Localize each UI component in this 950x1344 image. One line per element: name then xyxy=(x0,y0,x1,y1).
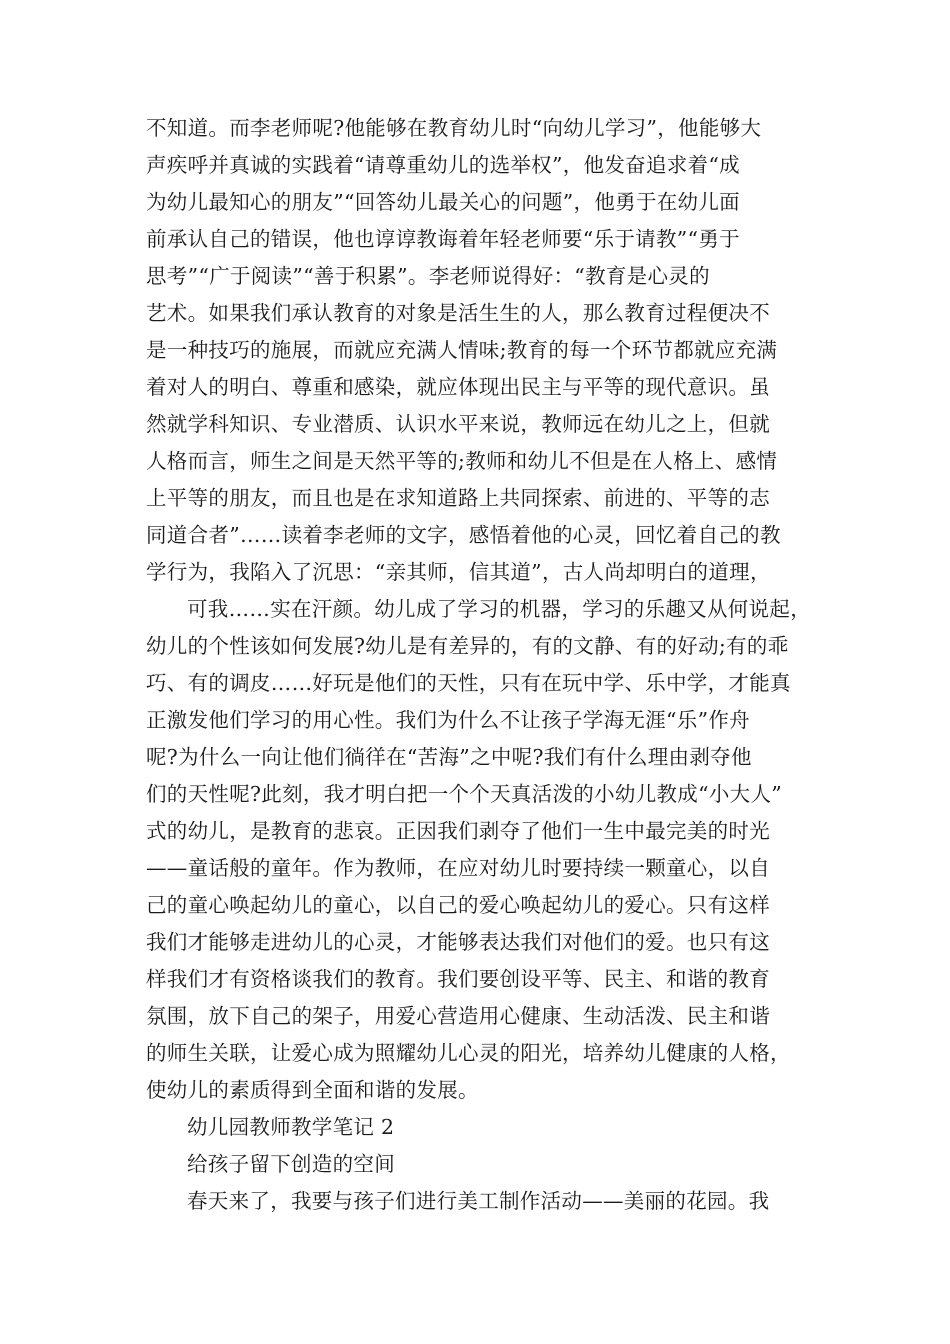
text-line: 巧、有的调皮……好玩是他们的天性，只有在玩中学、乐中学，才能真 xyxy=(146,671,791,695)
paragraph-start-line: 春天来了，我要与孩子们进行美工制作活动——美丽的花园。我 xyxy=(187,1189,770,1213)
text-line: 前承认自己的错误，他也谆谆教诲着年轻老师要“乐于请教”“勇于 xyxy=(146,227,740,251)
text-line: 是一种技巧的施展，而就应充满人情味;教育的每一个环节都就应充满 xyxy=(146,338,778,362)
text-line: 声疾呼并真诚的实践着“请尊重幼儿的选举权”，他发奋追求着“成 xyxy=(146,153,740,177)
text-line: 人格而言，师生之间是天然平等的;教师和幼儿不但是在人格上、感情 xyxy=(146,449,778,473)
text-line: 艺术。如果我们承认教育的对象是活生生的人，那么教育过程便决不 xyxy=(146,301,770,325)
text-line: 呢?为什么一向让他们徜徉在“苦海”之中呢?我们有什么理由剥夺他 xyxy=(146,745,752,769)
text-line: 们的天性呢?此刻，我才明白把一个个天真活泼的小幼儿教成“小大人” xyxy=(146,782,783,806)
text-line: 思考”“广于阅读”“善于积累”。李老师说得好：“教育是心灵的 xyxy=(146,264,710,288)
section-heading: 幼儿园教师教学笔记 2 xyxy=(187,1115,395,1139)
article-title: 给孩子留下创造的空间 xyxy=(187,1152,395,1176)
text-line: 不知道。而李老师呢?他能够在教育幼儿时“向幼儿学习”，他能够大 xyxy=(146,116,762,140)
text-line: 学行为，我陷入了沉思：“亲其师，信其道”，古人尚却明白的道理， xyxy=(146,560,771,584)
text-line: 幼儿的个性该如何发展?幼儿是有差异的，有的文静、有的好动;有的乖 xyxy=(146,634,789,658)
text-line: 样我们才有资格谈我们的教育。我们要创设平等、民主、和谐的教育 xyxy=(146,967,770,991)
text-line: 为幼儿最知心的朋友”“回答幼儿最关心的问题”，他勇于在幼儿面 xyxy=(146,190,740,214)
text-line: 正激发他们学习的用心性。我们为什么不让孩子学海无涯“乐”作舟 xyxy=(146,708,750,732)
text-line: 同道合者”……读着李老师的文字，感悟着他的心灵，回忆着自己的教 xyxy=(146,523,781,547)
text-line: 然就学科知识、专业潜质、认识水平来说，教师远在幼儿之上，但就 xyxy=(146,412,770,436)
paragraph-start-line: 可我……实在汗颜。幼儿成了学习的机器，学习的乐趣又从何说起， xyxy=(187,597,811,621)
text-line: 己的童心唤起幼儿的童心，以自己的爱心唤起幼儿的爱心。只有这样 xyxy=(146,893,770,917)
text-line: ——童话般的童年。作为教师，在应对幼儿时要持续一颗童心，以自 xyxy=(146,856,770,880)
text-line: 的师生关联，让爱心成为照耀幼儿心灵的阳光，培养幼儿健康的人格， xyxy=(146,1041,791,1065)
text-line: 使幼儿的素质得到全面和谐的发展。 xyxy=(146,1078,479,1102)
text-line: 着对人的明白、尊重和感染，就应体现出民主与平等的现代意识。虽 xyxy=(146,375,770,399)
text-line: 氛围，放下自己的架子，用爱心营造用心健康、生动活泼、民主和谐 xyxy=(146,1004,770,1028)
text-line: 上平等的朋友，而且也是在求知道路上共同探索、前进的、平等的志 xyxy=(146,486,770,510)
text-line: 我们才能够走进幼儿的心灵，才能够表达我们对他们的爱。也只有这 xyxy=(146,930,770,954)
text-line: 式的幼儿，是教育的悲哀。正因我们剥夺了他们一生中最完美的时光 xyxy=(146,819,770,843)
